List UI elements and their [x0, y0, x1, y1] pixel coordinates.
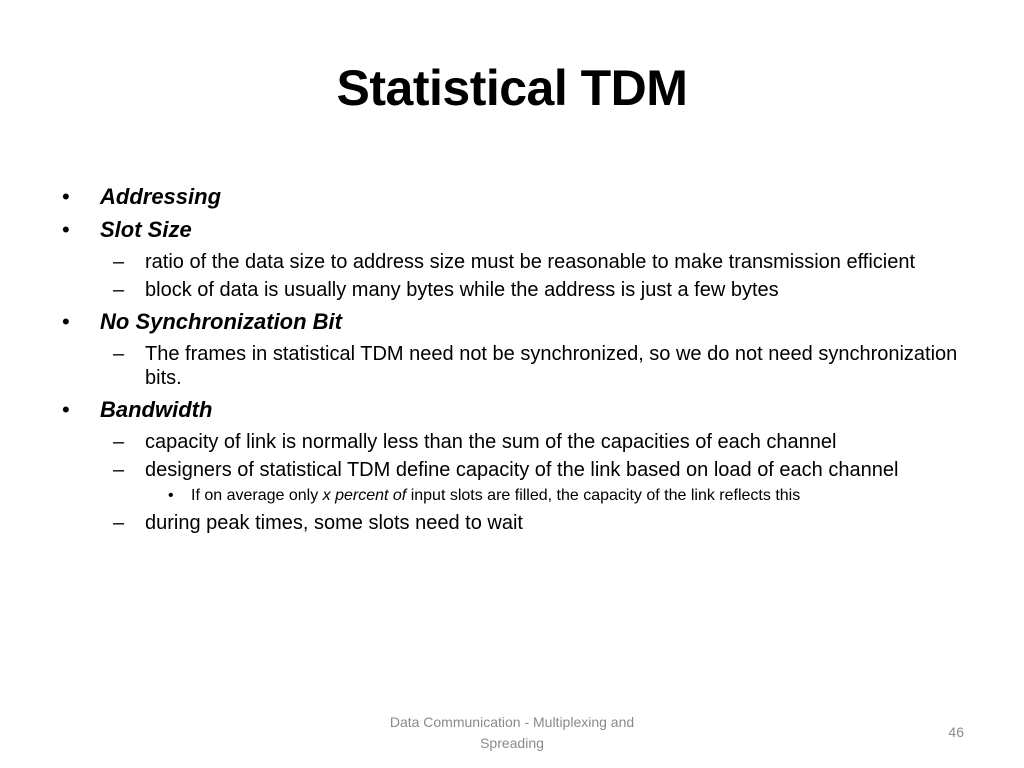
dash-icon: – — [113, 279, 125, 301]
dash-icon: – — [113, 459, 125, 481]
bullet-item — [60, 305, 970, 338]
bullet-text: No Synchronization Bit — [100, 309, 342, 334]
bullet-icon: • — [62, 309, 70, 334]
bullet-icon: • — [62, 217, 70, 242]
bullet-text: Addressing — [100, 184, 222, 209]
dash-icon: – — [113, 512, 125, 534]
sub-bullet-item — [60, 430, 970, 454]
sub-bullet-item — [60, 250, 970, 274]
bullet-list — [60, 180, 970, 538]
dash-icon: – — [113, 431, 125, 453]
sub-bullet-text: during peak times, some slots need to wait — [145, 512, 523, 534]
sub-bullet-text: designers of statistical TDM define capacity of the link based on load of each channel — [145, 459, 899, 481]
sub-bullet-text: block of data is usually many bytes while the address is just a few bytes — [145, 279, 779, 301]
dash-icon: – — [113, 251, 125, 273]
page-number: 46 — [948, 724, 964, 740]
bullet-item — [60, 180, 970, 213]
sub-sub-bullet-text-italic: x percent of — [322, 487, 407, 504]
sub-bullet-item — [60, 458, 970, 482]
bullet-icon: • — [62, 397, 70, 422]
sub-sub-bullet-text-after: input slots are filled, the capacity of the link reflects this — [406, 487, 801, 504]
bullet-item — [60, 393, 970, 426]
sub-bullet-text: The frames in statistical TDM need not be synchronized, so we do not need synchronization bits. — [145, 343, 958, 389]
bullet-text: Slot Size — [100, 217, 192, 242]
sub-bullet-text: capacity of link is normally less than the sum of the capacities of each channel — [145, 431, 837, 453]
bullet-text: Bandwidth — [100, 397, 213, 422]
bullet-icon: • — [62, 184, 70, 209]
small-bullet-icon: • — [168, 487, 174, 504]
slide-title: Statistical TDM — [336, 60, 688, 116]
footer-text: Data Communication - Multiplexing and Spreading — [389, 714, 635, 751]
dash-icon: – — [113, 343, 125, 365]
sub-sub-bullet-item — [60, 485, 970, 507]
bullet-item — [60, 213, 970, 246]
sub-sub-bullet-text-before: If on average only — [191, 487, 323, 504]
sub-bullet-item — [60, 278, 970, 302]
sub-bullet-item — [60, 511, 970, 535]
sub-bullet-item — [60, 342, 970, 390]
sub-bullet-text: ratio of the data size to address size must be reasonable to make transmission efficient — [145, 251, 916, 273]
